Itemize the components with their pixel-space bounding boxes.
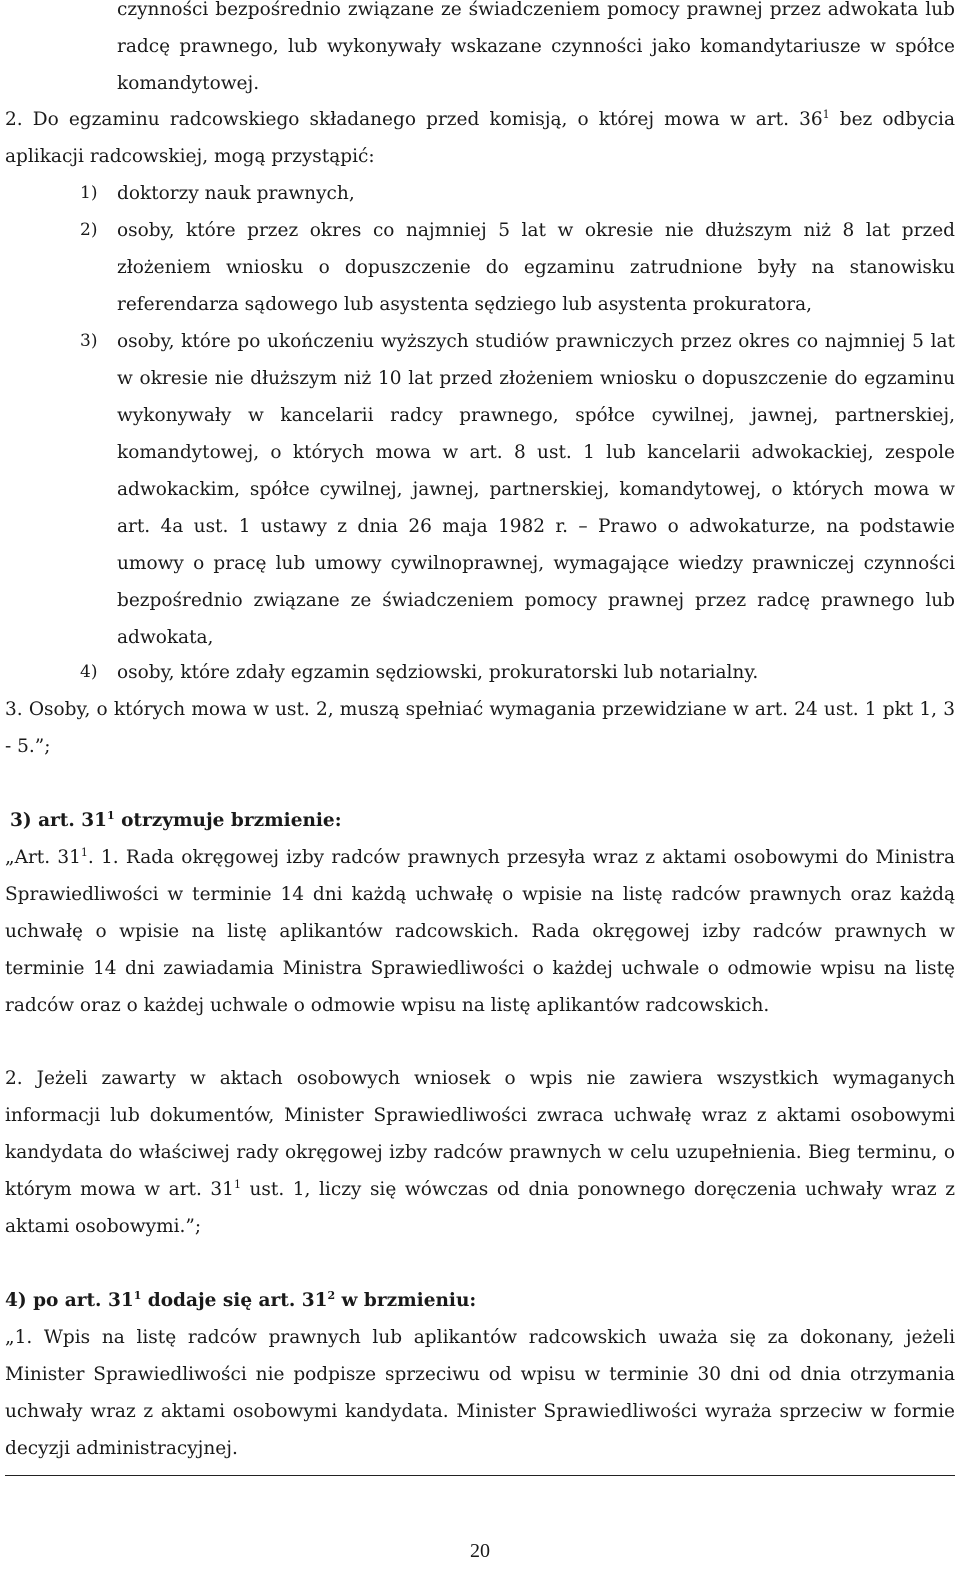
paragraph-3: 3. Osoby, o których mowa w ust. 2, muszą spełniać wymagania przewidziane w art. 24 ust. 1 pkt 1, 3 - 5.”; xyxy=(5,699,955,757)
article-2-text-a: 2. Jeżeli zawarty w aktach osobowych wniosek o wpis nie zawiera wszystkich wymaganych informacji lub dokumentów, Minister Sprawiedliwości zwraca uchwałę wraz z aktami osobowymi kandydata do właściwej rady okręgowej izby radców prawnych w celu uzupełnienia. Bieg terminu, o którym mowa w art. 31 xyxy=(5,1068,955,1200)
superscript: 1 xyxy=(233,1178,241,1191)
page-number: 20 xyxy=(470,1540,490,1562)
list-item: doktorzy nauk prawnych, xyxy=(117,183,355,204)
superscript: 1 xyxy=(106,809,115,822)
paragraph-continuation: czynności bezpośrednio związane ze świadczeniem pomocy prawnej przez adwokata lub radcę prawnego, lub wykonywały wskazane czynności jako komandytariusze w spółce komandytowej. xyxy=(117,0,955,94)
heading-3-text-a: 3) art. 31 xyxy=(10,810,107,831)
paragraph-2 xyxy=(5,101,955,175)
section-heading-3 xyxy=(10,802,960,839)
paragraph-2-text-a: 2. Do egzaminu radcowskiego składanego przed komisją, o której mowa w art. 36 xyxy=(5,109,823,130)
section-heading-4 xyxy=(5,1282,955,1319)
list-number: 2) xyxy=(80,220,98,240)
article-2-text-b: ust. 1, liczy się wówczas od dnia ponownego doręczenia uchwały wraz z aktami osobowymi.”; xyxy=(5,1179,955,1237)
list-number: 1) xyxy=(80,183,98,203)
list-number: 4) xyxy=(80,662,98,682)
superscript: 2 xyxy=(327,1289,336,1302)
list-number: 3) xyxy=(80,331,98,351)
superscript: 1 xyxy=(133,1289,142,1302)
article-text-b: . 1. Rada okręgowej izby radców prawnych przesyła wraz z aktami osobowymi do Ministra Sprawiedliwości w terminie 14 dni każdą uchwałę o wpisie na listę radców prawnych oraz każdą uchwałę o wpisie na listę aplikantów radcowskich. Rada okręgowej izby radców prawnych w terminie 14 dni zawiadamia Ministra Sprawiedliwości o każdej uchwale o odmowie wpisu na listę radców oraz o każdej uchwale o odmowie wpisu na listę aplikantów radcowskich. xyxy=(5,847,956,1016)
article-31-2-paragraph-1: „1. Wpis na listę radców prawnych lub aplikantów radcowskich uważa się za dokonany, jeżeli Minister Sprawiedliwości nie podpisze sprzeciwu od wpisu w terminie 30 dni od dnia otrzymania uchwały wraz z aktami osobowymi kandydata. Minister Sprawiedliwości wyraża sprzeciw w formie decyzji administracyjnej. xyxy=(5,1327,955,1459)
paragraph-2-text-b: bez odbycia aplikacji radcowskiej, mogą przystąpić: xyxy=(5,109,955,167)
heading-4-text-c: w brzmieniu: xyxy=(335,1290,477,1311)
footer-divider xyxy=(5,1475,955,1476)
heading-3-text-b: otrzymuje brzmienie: xyxy=(114,810,342,831)
superscript: 1 xyxy=(822,108,830,121)
heading-4-text-b: dodaje się art. 31 xyxy=(141,1290,328,1311)
list-item: osoby, które przez okres co najmniej 5 lat w okresie nie dłuższym niż 8 lat przed złożeniem wniosku o dopuszczenie do egzaminu zatrudnione były na stanowisku referendarza sądowego lub asystenta sędziego lub asystenta prokuratora, xyxy=(117,220,955,315)
list-item: osoby, które po ukończeniu wyższych studiów prawniczych przez okres co najmniej 5 lat w okresie nie dłuższym niż 10 lat przed złożeniem wniosku o dopuszczenie do egzaminu wykonywały w kancelarii radcy prawnego, spółce cywilnej, jawnej, partnerskiej, komandytowej, o których mowa w art. 8 ust. 1 lub kancelarii adwokackiej, zespole adwokackim, spółce cywilnej, jawnej, partnerskiej, komandytowej, o których mowa w art. 4a ust. 1 ustawy z dnia 26 maja 1982 r. – Prawo o adwokaturze, na podstawie umowy o pracę lub umowy cywilnoprawnej, wymagające wiedzy prawniczej czynności bezpośrednio związane ze świadczeniem pomocy prawnej przez radcę prawnego lub adwokata, xyxy=(117,331,955,648)
article-31-1-paragraph-2 xyxy=(5,1060,955,1245)
article-31-1-paragraph-1 xyxy=(5,839,955,1024)
list-item: osoby, które zdały egzamin sędziowski, prokuratorski lub notarialny. xyxy=(117,662,759,683)
heading-4-text-a: 4) po art. 31 xyxy=(5,1290,134,1311)
superscript: 1 xyxy=(80,846,88,859)
article-text-a: „Art. 31 xyxy=(5,847,81,868)
